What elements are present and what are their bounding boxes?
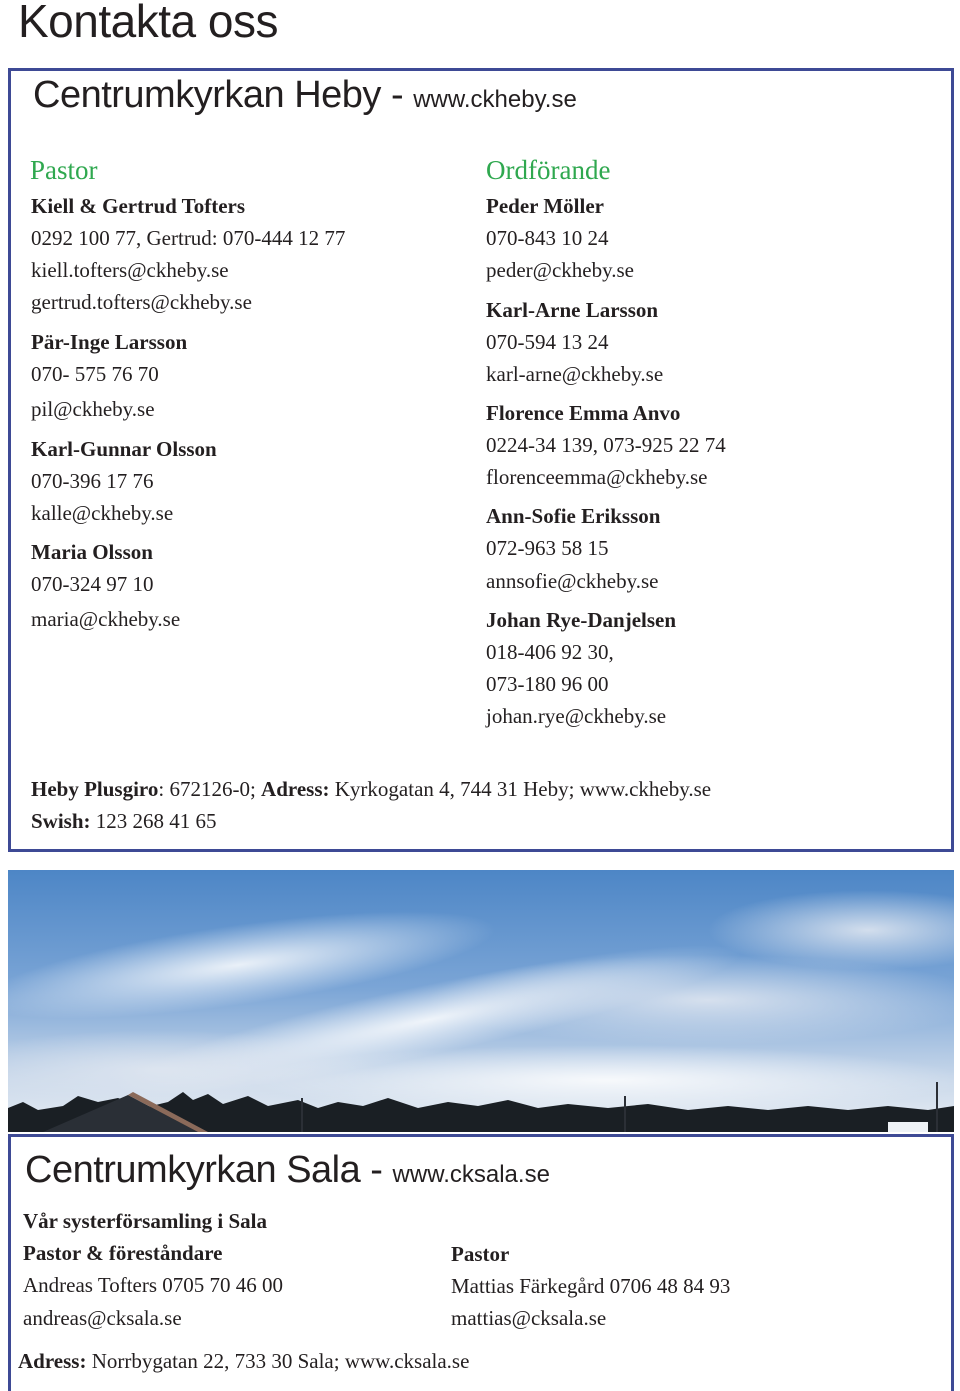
contact-phone: 0224-34 139, 073-925 22 74: [486, 433, 726, 457]
sala-address-value: Norrbygatan 22, 733 30 Sala; www.cksala.se: [86, 1349, 470, 1373]
contact-email[interactable]: annsofie@ckheby.se: [486, 569, 659, 593]
contact-phone: Andreas Tofters 0705 70 46 00: [23, 1273, 284, 1297]
contact-email[interactable]: kalle@ckheby.se: [31, 501, 174, 525]
contact-phone: Mattias Färkegård 0706 48 84 93: [451, 1274, 731, 1298]
sala-subtitle: Vår systerförsamling i Sala: [23, 1209, 268, 1233]
contact-phone: 018-406 92 30,: [486, 640, 614, 664]
contact-name: Kiell & Gertrud Tofters: [31, 194, 246, 218]
contact-email[interactable]: maria@ckheby.se: [31, 607, 181, 631]
contact-name: Johan Rye-Danjelsen: [486, 608, 677, 632]
contact-phone: 070-396 17 76: [31, 469, 154, 493]
contact-name: Maria Olsson: [31, 540, 153, 564]
heby-heading: [33, 74, 577, 117]
contact-phone: 072-963 58 15: [486, 536, 609, 560]
swish-value: 123 268 41 65: [90, 809, 217, 833]
contact-email[interactable]: florenceemma@ckheby.se: [486, 465, 708, 489]
heby-chairman-role: Ordförande: [486, 155, 611, 185]
sala-heading-separator: -: [360, 1149, 393, 1191]
plusgiro-label: Heby Plusgiro: [31, 777, 159, 801]
contact-email[interactable]: johan.rye@ckheby.se: [486, 704, 667, 728]
sala-right-role: Pastor: [451, 1242, 510, 1266]
contact-phone: 070-324 97 10: [31, 572, 154, 596]
sala-address: [18, 1349, 469, 1374]
contact-email[interactable]: andreas@cksala.se: [23, 1306, 182, 1330]
sala-website-link[interactable]: www.cksala.se: [392, 1161, 550, 1188]
heby-payment-address: [31, 777, 711, 802]
contact-email[interactable]: karl-arne@ckheby.se: [486, 362, 664, 386]
heby-website-link[interactable]: www.ckheby.se: [413, 86, 577, 113]
sky-photo: [8, 870, 954, 1132]
plusgiro-value: : 672126-0;: [158, 777, 262, 801]
contact-email[interactable]: pil@ckheby.se: [31, 397, 155, 421]
contact-email[interactable]: kiell.tofters@ckheby.se: [31, 258, 229, 282]
heby-heading-separator: -: [380, 74, 414, 116]
contact-email[interactable]: peder@ckheby.se: [486, 258, 634, 282]
contact-phone: 070-594 13 24: [486, 330, 609, 354]
contact-name: Ann-Sofie Eriksson: [486, 504, 661, 528]
heby-pastor-role: Pastor: [30, 155, 98, 185]
swish-label: Swish:: [31, 809, 91, 833]
contact-phone: 070-843 10 24: [486, 226, 609, 250]
address-label: Adress:: [261, 777, 330, 801]
page-title: Kontakta oss: [18, 0, 278, 47]
sala-church-name: Centrumkyrkan Sala: [25, 1149, 361, 1191]
sala-heading: [25, 1149, 550, 1192]
contact-phone: 073-180 96 00: [486, 672, 609, 696]
contact-name: Karl-Arne Larsson: [486, 298, 659, 322]
contact-phone: 0292 100 77, Gertrud: 070-444 12 77: [31, 226, 346, 250]
sala-left-role: Pastor & föreståndare: [23, 1241, 223, 1265]
contact-name: Pär-Inge Larsson: [31, 330, 188, 354]
contact-name: Florence Emma Anvo: [486, 401, 681, 425]
contact-email[interactable]: gertrud.tofters@ckheby.se: [31, 290, 252, 314]
sala-address-label: Adress:: [18, 1349, 87, 1373]
contact-name: Karl-Gunnar Olsson: [31, 437, 217, 461]
contact-name: Peder Möller: [486, 194, 604, 218]
contact-email[interactable]: mattias@cksala.se: [451, 1306, 607, 1330]
heby-church-name: Centrumkyrkan Heby: [33, 74, 381, 116]
contact-phone: 070- 575 76 70: [31, 362, 159, 386]
heby-swish: [31, 809, 217, 834]
address-value: Kyrkogatan 4, 744 31 Heby; www.ckheby.se: [329, 777, 712, 801]
